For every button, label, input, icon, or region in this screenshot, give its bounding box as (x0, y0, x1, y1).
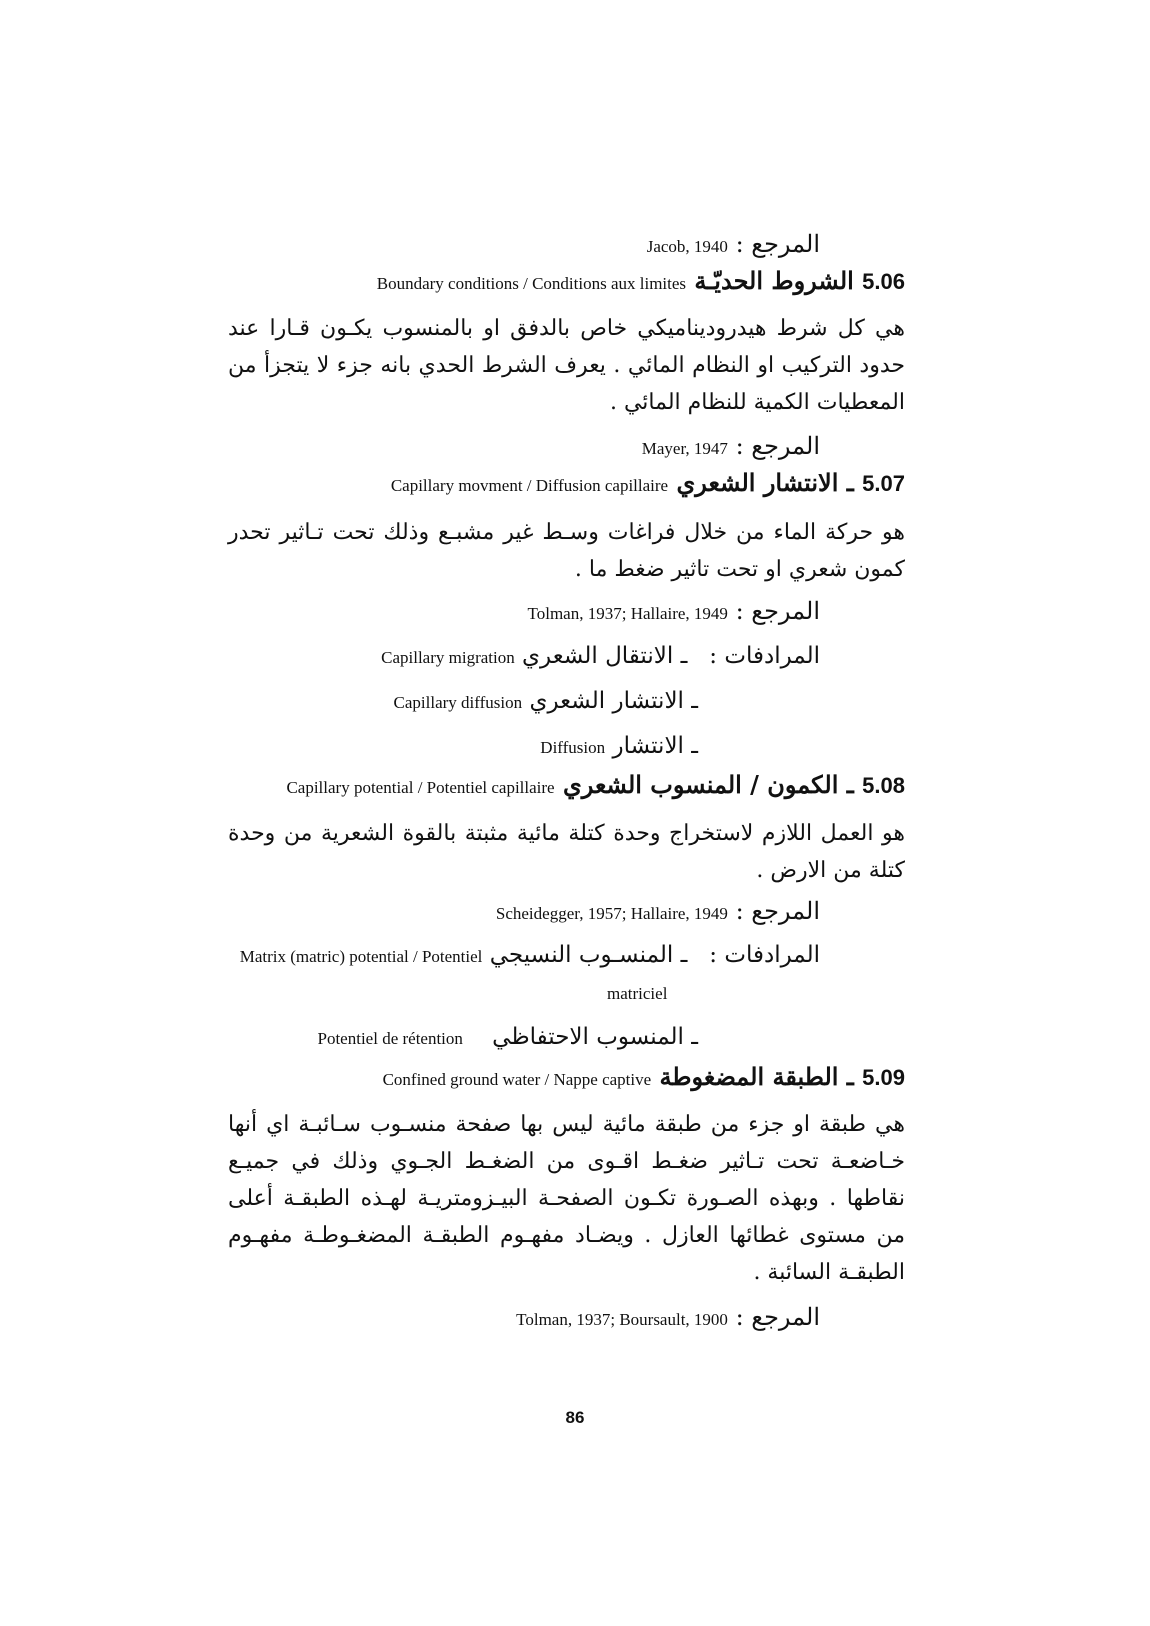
reference-line (516, 1303, 820, 1331)
page-number: 86 (565, 1408, 585, 1427)
term-title-arabic: الكمون / المنسوب الشعري (562, 770, 839, 799)
reference-label: المرجع : (735, 897, 820, 925)
synonym-latin: Capillary migration (381, 648, 515, 667)
term-title-arabic: الطبقة المضغوطة (659, 1062, 839, 1091)
term-dash: ـ (846, 770, 854, 799)
reference-citation: Tolman, 1937; Hallaire, 1949 (527, 604, 728, 623)
synonym-arabic: ـ المنسـوب النسيجي (489, 942, 688, 968)
reference-label: المرجع : (735, 1303, 820, 1331)
term-definition: هي طبقة او جزء من طبقة مائية ليس بها صفحة منسـوب سـائبـة اي أنها خـاضعـة تحت تـاثير ضغـط اقـوى من الضغـط الجـوي وذلك في جميـع نقاطها . وبهذه الصـورة تكـون الصفحـة البيـزومتريـة لهـذه الطبقـة أعلى من مستوى غطائها العازل . ويضـاد مفهـوم الطبقـة المضغـوطـة مفهـوم الطبقـة السائبة . (228, 1112, 905, 1285)
reference-label: المرجع : (735, 230, 820, 258)
reference-line (647, 230, 820, 258)
term-title-latin: Capillary potential / Potentiel capillaire (286, 778, 555, 797)
synonym-line (540, 733, 698, 759)
term-number: 5.07 (862, 471, 905, 496)
term-heading-5-06 (377, 266, 905, 295)
reference-citation: Mayer, 1947 (641, 439, 728, 458)
reference-label: المرجع : (735, 432, 820, 460)
synonym-arabic: ـ الانتشار (612, 733, 698, 759)
term-title-arabic: الانتشار الشعري (676, 468, 839, 497)
synonym-line (381, 643, 820, 669)
term-title-arabic: الشروط الحديّـة (694, 266, 854, 295)
synonym-line (394, 688, 698, 714)
term-title-latin: Capillary movment / Diffusion capillaire (390, 476, 669, 495)
term-definition: هي كل شرط هيدروديناميكي خاص بالدفق او بالمنسوب يكـون قـارا عند حدود التركيب او النظام المائي . يعرف الشرط الحدي بانه جزء لا يتجزأ من المعطيات الكمية للنظام المائي . (228, 316, 905, 415)
term-heading-5-07 (391, 468, 905, 497)
synonym-arabic: ـ الانتشار الشعري (529, 688, 698, 714)
term-number: 5.06 (862, 269, 905, 294)
synonym-line (318, 1024, 699, 1050)
synonym-line (240, 942, 820, 968)
term-heading-5-08 (286, 770, 905, 799)
synonyms-label: المرادفات : (709, 643, 820, 669)
synonym-latin: Potentiel de rétention (317, 1029, 463, 1048)
term-definition: هو حركة الماء من خلال فراغات وسـط غير مشبـع وذلك تحت تـاثير تحدر كمون شعري او تحت تاثير ضغط ما . (228, 520, 905, 582)
term-number: 5.08 (862, 773, 905, 798)
synonyms-label: المرادفات : (709, 942, 820, 968)
term-number: 5.09 (862, 1065, 905, 1090)
term-definition: هو العمل اللازم لاستخراج وحدة كتلة مائية مثبتة بالقوة الشعرية من وحدة كتلة من الارض . (228, 821, 905, 883)
reference-citation: Jacob, 1940 (646, 237, 728, 256)
term-dash: ـ (846, 468, 854, 497)
reference-citation: Tolman, 1937; Boursault, 1900 (516, 1310, 728, 1329)
reference-citation: Scheidegger, 1957; Hallaire, 1949 (495, 904, 728, 923)
reference-line (528, 597, 820, 625)
synonym-latin: Diffusion (540, 738, 606, 757)
term-heading-5-09 (383, 1062, 905, 1091)
synonym-arabic: ـ الانتقال الشعري (522, 643, 688, 669)
synonym-latin: Capillary diffusion (393, 693, 523, 712)
synonym-arabic: ـ المنسوب الاحتفاظي (492, 1024, 698, 1050)
reference-label: المرجع : (735, 597, 820, 625)
term-title-latin: Confined ground water / Nappe captive (382, 1070, 652, 1089)
reference-line (642, 432, 820, 460)
reference-line (496, 897, 820, 925)
term-dash: ـ (846, 1062, 854, 1091)
term-title-latin: Boundary conditions / Conditions aux limites (376, 274, 687, 293)
synonym-latin: Matrix (matric) potential / Potentiel (239, 947, 483, 966)
synonym-latin-continuation: matriciel (607, 984, 668, 1003)
